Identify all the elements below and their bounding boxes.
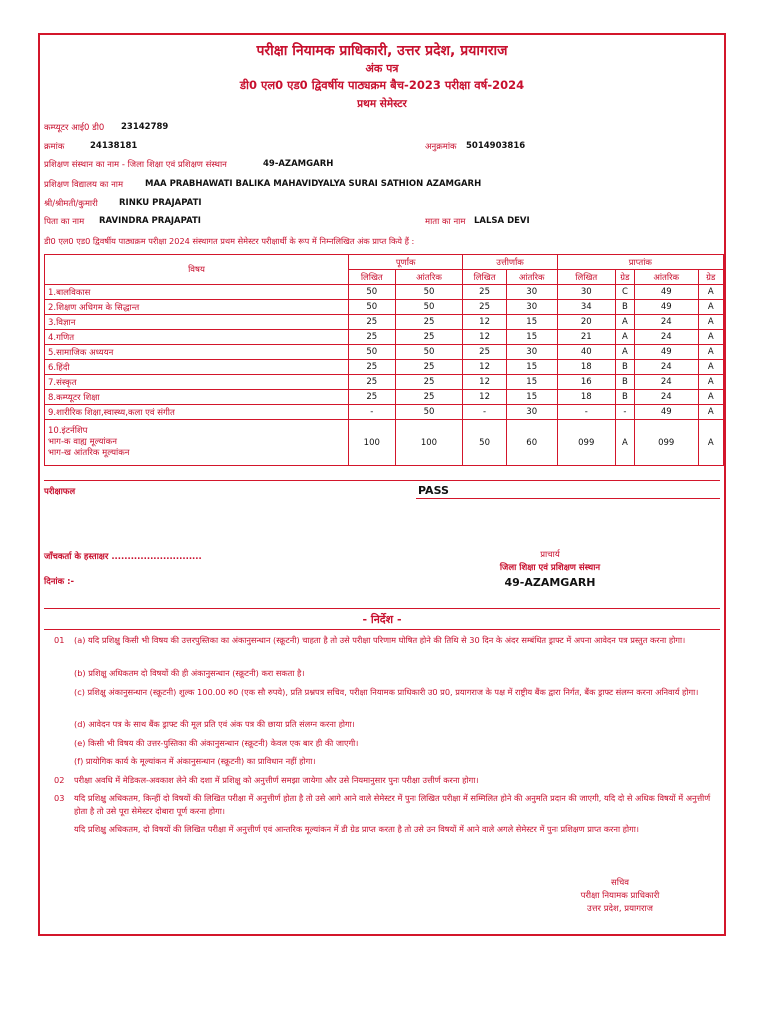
subject-name: 5.सामाजिक अध्ययन [45,345,349,360]
examiner-signature: जाँचकर्ता के हस्ताक्षर ............................ [44,552,202,562]
mark-cell-og: B [615,300,634,315]
authority-title: परीक्षा नियामक प्राधिकारी, उत्तर प्रदेश, प्रयागराज [256,43,508,59]
internship-subject [45,420,349,466]
header-written: लिखित [463,270,506,285]
mark-cell-oig: A [698,390,724,405]
header-obtained: प्राप्तांक [557,255,723,270]
mark-cell-fw: 50 [349,285,396,300]
instruction-02: परीक्षा अवधि में मेडिकल-अवकाश लेने की दशा में प्रशिक्षु को अनुत्तीर्ण समझा जायेगा और उसे नियमानुसार पुनः परीक्षा उत्तीर्ण करना होगा। [74,775,479,785]
mark-cell-oig: A [698,330,724,345]
mark-cell-pw: 12 [463,375,506,390]
secretary-title: सचिव [610,878,630,888]
mark-cell-fi: 50 [395,300,463,315]
mark-cell-pw: 12 [463,315,506,330]
instruction-04: यदि प्रशिक्षु अधिकतम, दो विषयों की लिखित परीक्षा में अनुत्तीर्ण एवं आन्तरिक मूल्यांकन में डी ग्रेड प्राप्त करता है तो उसे उन विषयों में आने वाले अगले सेमेस्टर में पुनः प्रशिक्षण प्राप्त करना होगा। [74,824,639,834]
principal-org: जिला शिक्षा एवं प्रशिक्षण संस्थान [499,563,601,573]
result-label: परीक्षाफल [44,487,76,497]
header-grade: ग्रेड [698,270,724,285]
mother-name: LALSA DEVI [474,216,530,226]
header-written: लिखित [557,270,615,285]
instruction-e: (e) किसी भी विषय की उत्तर-पुस्तिका की अंकानुसन्धान (स्क्रूटनी) केवल एक बार ही की जाएगी। [74,738,359,748]
mark-cell-oi: 24 [634,375,698,390]
mark-cell-ow: 18 [557,390,615,405]
computer-id-label: कम्प्यूटर आई0 डी0 [44,123,105,133]
divider [44,608,720,609]
semester-title: प्रथम सेमेस्टर [357,98,407,110]
result-value: PASS [418,484,449,497]
mark-cell-pi: 15 [506,375,557,390]
table-row [45,390,724,405]
header-subject: विषय [45,255,349,285]
roll-number: 5014903816 [466,141,526,151]
mark-cell-fw: 50 [349,345,396,360]
table-row [45,285,724,300]
mark-cell-pw: 12 [463,390,506,405]
mark-cell-og: B [615,390,634,405]
college-label: प्रशिक्षण विद्यालय का नाम [44,180,124,190]
course-title: डी0 एल0 एड0 द्विवर्षीय पाठ्यक्रम बैच-2023 परीक्षा वर्ष-2024 [239,78,525,92]
header-pass-marks: उत्तीर्णांक [463,255,557,270]
secretary-org: परीक्षा नियामक प्राधिकारी [580,891,660,901]
internship-full-written: 100 [349,420,396,466]
mark-cell-og: C [615,285,634,300]
table-row [45,300,724,315]
table-row [45,345,724,360]
instruction-number-02: 02 [54,775,65,785]
mark-cell-og: B [615,375,634,390]
header-internal: आंतरिक [506,270,557,285]
college-name: MAA PRABHAWATI BALIKA MAHAVIDYALYA SURAI SATHION AZAMGARH [145,179,482,189]
mark-cell-og: A [615,345,634,360]
subject-name: 7.संस्कृत [45,375,349,390]
mark-cell-fi: 50 [395,405,463,420]
serial-number: 24138181 [90,141,138,151]
mark-cell-og: - [615,405,634,420]
subject-name: 6.हिंदी [45,360,349,375]
mark-cell-oig: A [698,285,724,300]
table-row [45,330,724,345]
instruction-03: यदि प्रशिक्षु अधिकतम, किन्हीं दो विषयों की लिखित परीक्षा में अनुत्तीर्ण होता है तो उसे आगे आने वाले सेमेस्टर में पुनः लिखित परीक्षा में सम्मिलित होने की अनुमति प्रदान की जाएगी, यदि दो से अधिक विषयों में अनुत्तीर्ण होता है तो उसे पूरा सेमेस्टर दोबारा पूर्ण करना होगा। [74,793,711,816]
mark-cell-fi: 25 [395,330,463,345]
subject-name: 1.बालविकास [45,285,349,300]
mark-cell-og: A [615,315,634,330]
subject-name: 2.शिक्षण अधिगम के सिद्धान्त [45,300,349,315]
student-name: RINKU PRAJAPATI [119,198,202,208]
mother-label: माता का नाम [425,217,466,227]
mark-cell-ow: 30 [557,285,615,300]
mark-cell-ow: - [557,405,615,420]
mark-cell-pi: 15 [506,360,557,375]
date-label: दिनांक :- [44,577,75,587]
mark-cell-fi: 50 [395,345,463,360]
mark-cell-fi: 25 [395,360,463,375]
mark-cell-oig: A [698,405,724,420]
instruction-d: (d) आवेदन पत्र के साथ बैंक ड्राफ्ट की मूल प्रति एवं अंक पत्र की छाया प्रति संलग्न करना होगा। [74,719,355,729]
mark-cell-pw: 25 [463,285,506,300]
mark-cell-pi: 30 [506,405,557,420]
mark-cell-oig: A [698,345,724,360]
subject-name: 3.विज्ञान [45,315,349,330]
divider [44,629,720,630]
internship-obt-internal: 099 [634,420,698,466]
marksheet-frame [38,33,726,936]
mark-cell-fi: 25 [395,390,463,405]
mark-cell-oig: A [698,360,724,375]
mark-cell-fi: 25 [395,375,463,390]
statement-text: डी0 एल0 एड0 द्विवर्षीय पाठ्यक्रम परीक्षा 2024 संस्थागत प्रथम सेमेस्टर परीक्षार्थी के रूप में निम्नलिखित अंक प्राप्त किये हैं : [44,236,415,246]
principal-label: प्राचार्य [540,550,560,560]
mark-cell-oig: A [698,315,724,330]
result-underline [416,498,720,499]
mark-cell-ow: 21 [557,330,615,345]
mark-cell-fw: 25 [349,360,396,375]
mark-cell-ow: 16 [557,375,615,390]
computer-id: 23142789 [121,122,169,132]
mark-cell-pw: 25 [463,345,506,360]
header-grade: ग्रेड [615,270,634,285]
mark-cell-oig: A [698,300,724,315]
header-internal: आंतरिक [395,270,463,285]
table-row [45,360,724,375]
instruction-f: (f) प्रायोगिक कार्य के मूल्यांकन में अंकानुसन्धान (स्क्रूटनी) का प्राविधान नहीं होगा। [74,756,316,766]
doc-title: अंक पत्र [365,62,399,75]
internship-obt-grade: A [615,420,634,466]
mark-cell-og: A [615,330,634,345]
table-row [45,405,724,420]
internship-line2: भाग-क वाह्य मूल्यांकन [48,437,117,447]
institute-label: प्रशिक्षण संस्थान का नाम - जिला शिक्षा एवं प्रशिक्षण संस्थान [44,160,227,170]
internship-obt-written: 099 [557,420,615,466]
mark-cell-fw: 50 [349,300,396,315]
instruction-number-01: 01 [54,635,65,645]
table-row [45,375,724,390]
mark-cell-ow: 34 [557,300,615,315]
table-row [45,315,724,330]
internship-line1: 10.इंटर्नशिप [48,426,88,436]
mark-cell-fw: 25 [349,375,396,390]
name-label: श्री/श्रीमती/कुमारी [44,199,98,209]
mark-cell-pw: 12 [463,360,506,375]
mark-cell-oi: 49 [634,300,698,315]
internship-pass-written: 50 [463,420,506,466]
mark-cell-pi: 15 [506,315,557,330]
internship-full-internal: 100 [395,420,463,466]
principal-place: 49-AZAMGARH [504,576,596,589]
father-name: RAVINDRA PRAJAPATI [99,216,201,226]
mark-cell-ow: 18 [557,360,615,375]
mark-cell-oi: 24 [634,315,698,330]
mark-cell-fi: 25 [395,315,463,330]
internship-pass-internal: 60 [506,420,557,466]
instruction-a: (a) यदि प्रशिक्षु किसी भी विषय की उत्तरपुस्तिका का अंकानुसन्धान (स्क्रूटनी) चाहता है तो उसे परीक्षा परिणाम घोषित होने की तिथि से 30 दिन के अंदर सम्बंधित ड्राफ्ट में अपना आवेदन पत्र प्रस्तुत करना होगा। [74,635,686,645]
subject-name: 4.गणित [45,330,349,345]
mark-cell-oi: 49 [634,345,698,360]
father-label: पिता का नाम [44,217,85,227]
instruction-c: (c) प्रशिक्षु अंकानुसन्धान (स्क्रूटनी) शुल्क 100.00 रु0 (एक सौ रुपये), प्रति प्रश्नपत्र सचिव, परीक्षा नियामक प्राधिकारी उ0 प्र0, प्रयागराज के पक्ष में राष्ट्रीय बैंक द्वारा निर्गत, बैंक ड्राफ्ट संलग्न करना अनिवार्य होगा। [74,687,699,697]
mark-cell-fw: 25 [349,390,396,405]
mark-cell-oi: 24 [634,330,698,345]
mark-cell-oi: 49 [634,405,698,420]
instructions-title: - निर्देश - [362,613,402,626]
secretary-place: उत्तर प्रदेश, प्रयागराज [587,904,653,914]
internship-line3: भाग-ख आंतरिक मूल्यांकन [48,448,130,458]
serial-label: क्रमांक [44,142,65,152]
mark-cell-fi: 50 [395,285,463,300]
mark-cell-oig: A [698,375,724,390]
mark-cell-pi: 30 [506,285,557,300]
subject-name: 9.शारीरिक शिक्षा,स्वास्थ्य,कला एवं संगीत [45,405,349,420]
instruction-b: (b) प्रशिक्षु अधिकतम दो विषयों की ही अंकानुसन्धान (स्क्रूटनी) करा सकता है। [74,668,305,678]
subject-name: 8.कम्प्यूटर शिक्षा [45,390,349,405]
mark-cell-pw: 12 [463,330,506,345]
internship-obt-internal-grade: A [698,420,724,466]
mark-cell-fw: 25 [349,315,396,330]
mark-cell-oi: 24 [634,390,698,405]
mark-cell-pi: 30 [506,345,557,360]
mark-cell-pw: 25 [463,300,506,315]
divider [44,480,720,481]
marks-table [44,254,724,466]
institute-name: 49-AZAMGARH [263,159,334,169]
header-full-marks: पूर्णांक [349,255,463,270]
instruction-number-03: 03 [54,793,65,803]
mark-cell-og: B [615,360,634,375]
roll-label: अनुक्रमांक [425,142,457,152]
mark-cell-pi: 30 [506,300,557,315]
mark-cell-oi: 49 [634,285,698,300]
header-written: लिखित [349,270,396,285]
mark-cell-fw: 25 [349,330,396,345]
mark-cell-oi: 24 [634,360,698,375]
mark-cell-pi: 15 [506,330,557,345]
mark-cell-fw: - [349,405,396,420]
mark-cell-ow: 40 [557,345,615,360]
mark-cell-pi: 15 [506,390,557,405]
header-internal: आंतरिक [634,270,698,285]
mark-cell-pw: - [463,405,506,420]
mark-cell-ow: 20 [557,315,615,330]
secretary-block [540,877,700,916]
